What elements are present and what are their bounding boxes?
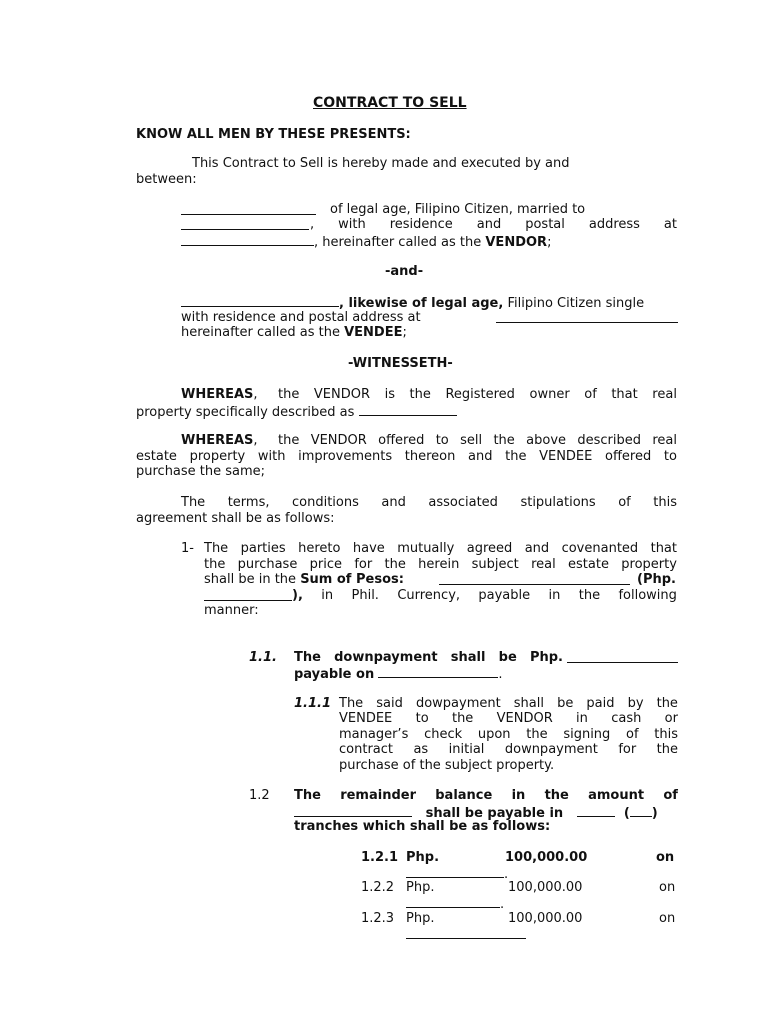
terms-line-1: The terms, conditions and associated stipulations of this xyxy=(181,495,677,510)
item-1-1-1-line-1: The said dowpayment shall be paid by the xyxy=(339,696,678,711)
item-1-2-line-3: tranches which shall be as follows: xyxy=(294,819,551,834)
vendor-line-3: , hereinafter called as the VENDOR; xyxy=(181,233,551,250)
intro-line-2: between: xyxy=(136,172,197,187)
whereas-2-line-1: the VENDOR offered to sell the above described real xyxy=(278,433,677,448)
witnesseth-heading: -WITNESSETH- xyxy=(348,356,453,371)
whereas-2-lead: WHEREAS, xyxy=(181,433,258,448)
tranche-1-on: on xyxy=(656,850,675,865)
item-1-1-1-line-2: VENDEE to the VENDOR in cash or xyxy=(339,711,678,726)
tranche-3-on: on xyxy=(659,911,676,926)
whereas-1-lead: WHEREAS, xyxy=(181,387,258,402)
tranche-1-amount: 100,000.00 xyxy=(505,850,588,865)
vendee-role: VENDEE xyxy=(344,325,403,340)
document-title: CONTRACT TO SELL xyxy=(313,95,467,111)
item-1-1-1-line-5: purchase of the subject property. xyxy=(339,758,555,773)
price-words-blank xyxy=(439,572,630,589)
downpayment-date-blank xyxy=(378,665,498,678)
item-1-1-line-2: payable on . xyxy=(294,667,503,682)
tranche-2-date-line: . xyxy=(406,895,504,912)
and-separator: -and- xyxy=(385,264,424,279)
vendee-line-1: , likewise of legal age, Filipino Citizen single xyxy=(181,294,644,311)
vendee-address-blank xyxy=(496,310,678,327)
terms-line-2: agreement shall be as follows: xyxy=(136,511,335,526)
item-1-line-2: the purchase price for the herein subject real estate property xyxy=(204,557,677,572)
tranche-2-date-blank xyxy=(406,895,500,908)
tranche-2-amount: 100,000.00 xyxy=(508,880,583,895)
tranche-3-date-blank xyxy=(406,926,526,939)
item-1-line-4: ), in Phil. Currency, payable in the following xyxy=(292,588,677,603)
item-1-1-number: 1.1. xyxy=(249,650,277,665)
tranche-2-number: 1.2.2 xyxy=(361,880,395,895)
tranche-3-php: Php. xyxy=(406,911,435,926)
tranche-3-amount: 100,000.00 xyxy=(508,911,583,926)
property-description-blank xyxy=(359,403,457,416)
tranche-1-date-line: . xyxy=(406,865,508,882)
intro-line-1: This Contract to Sell is hereby made and executed by and xyxy=(192,156,570,171)
vendor-line-1: of legal age, Filipino Citizen, married to xyxy=(330,202,586,217)
whereas-2-line-2: estate property with improvements thereon and the VENDEE offered to xyxy=(136,449,677,464)
item-1-1-line-1: The downpayment shall be Php. xyxy=(294,650,563,665)
tranche-count-number-blank xyxy=(630,804,652,817)
tranche-2-php: Php. xyxy=(406,880,435,895)
tranche-1-php: Php. xyxy=(406,850,440,865)
tranche-1-date-blank xyxy=(406,865,504,878)
item-1-line-3: shall be in the Sum of Pesos: xyxy=(204,572,404,587)
item-1-1-1-number: 1.1.1 xyxy=(294,696,332,711)
item-1-1-1-line-3: manager’s check upon the signing of this xyxy=(339,727,678,742)
vendor-address-blank xyxy=(181,233,314,246)
tranche-3-number: 1.2.3 xyxy=(361,911,395,926)
whereas-1-line-2: property specifically described as xyxy=(136,403,457,420)
preamble: KNOW ALL MEN BY THESE PRESENTS: xyxy=(136,127,411,142)
item-1-2-number: 1.2 xyxy=(249,788,270,803)
item-1-2-line-2: shall be payable in ( ) xyxy=(294,804,658,821)
vendor-spouse-blank xyxy=(181,217,309,234)
whereas-2-line-3: purchase the same; xyxy=(136,464,266,479)
item-1-number: 1- xyxy=(181,541,194,556)
item-1-line-5: manner: xyxy=(204,603,259,618)
item-1-2-line-1: The remainder balance in the amount of xyxy=(294,788,678,803)
vendee-name-blank xyxy=(181,294,339,307)
vendee-line-3: hereinafter called as the VENDEE; xyxy=(181,325,407,340)
tranche-3-date-line xyxy=(406,926,526,943)
vendee-line-2: with residence and postal address at xyxy=(181,310,421,325)
item-1-1-1-line-4: contract as initial downpayment for the xyxy=(339,742,678,757)
tranche-1-number: 1.2.1 xyxy=(361,850,399,865)
vendor-line-2: , with residence and postal address at xyxy=(310,217,677,232)
item-1-line-1: The parties hereto have mutually agreed and covenanted that xyxy=(204,541,677,556)
tranche-2-on: on xyxy=(659,880,676,895)
downpayment-amount-blank xyxy=(567,650,678,667)
whereas-1-line-1: the VENDOR is the Registered owner of that real xyxy=(278,387,677,402)
tranche-count-words-blank xyxy=(577,804,615,817)
balance-amount-blank xyxy=(294,804,412,817)
item-1-php: (Php. xyxy=(637,572,676,587)
vendor-role: VENDOR xyxy=(485,235,548,250)
